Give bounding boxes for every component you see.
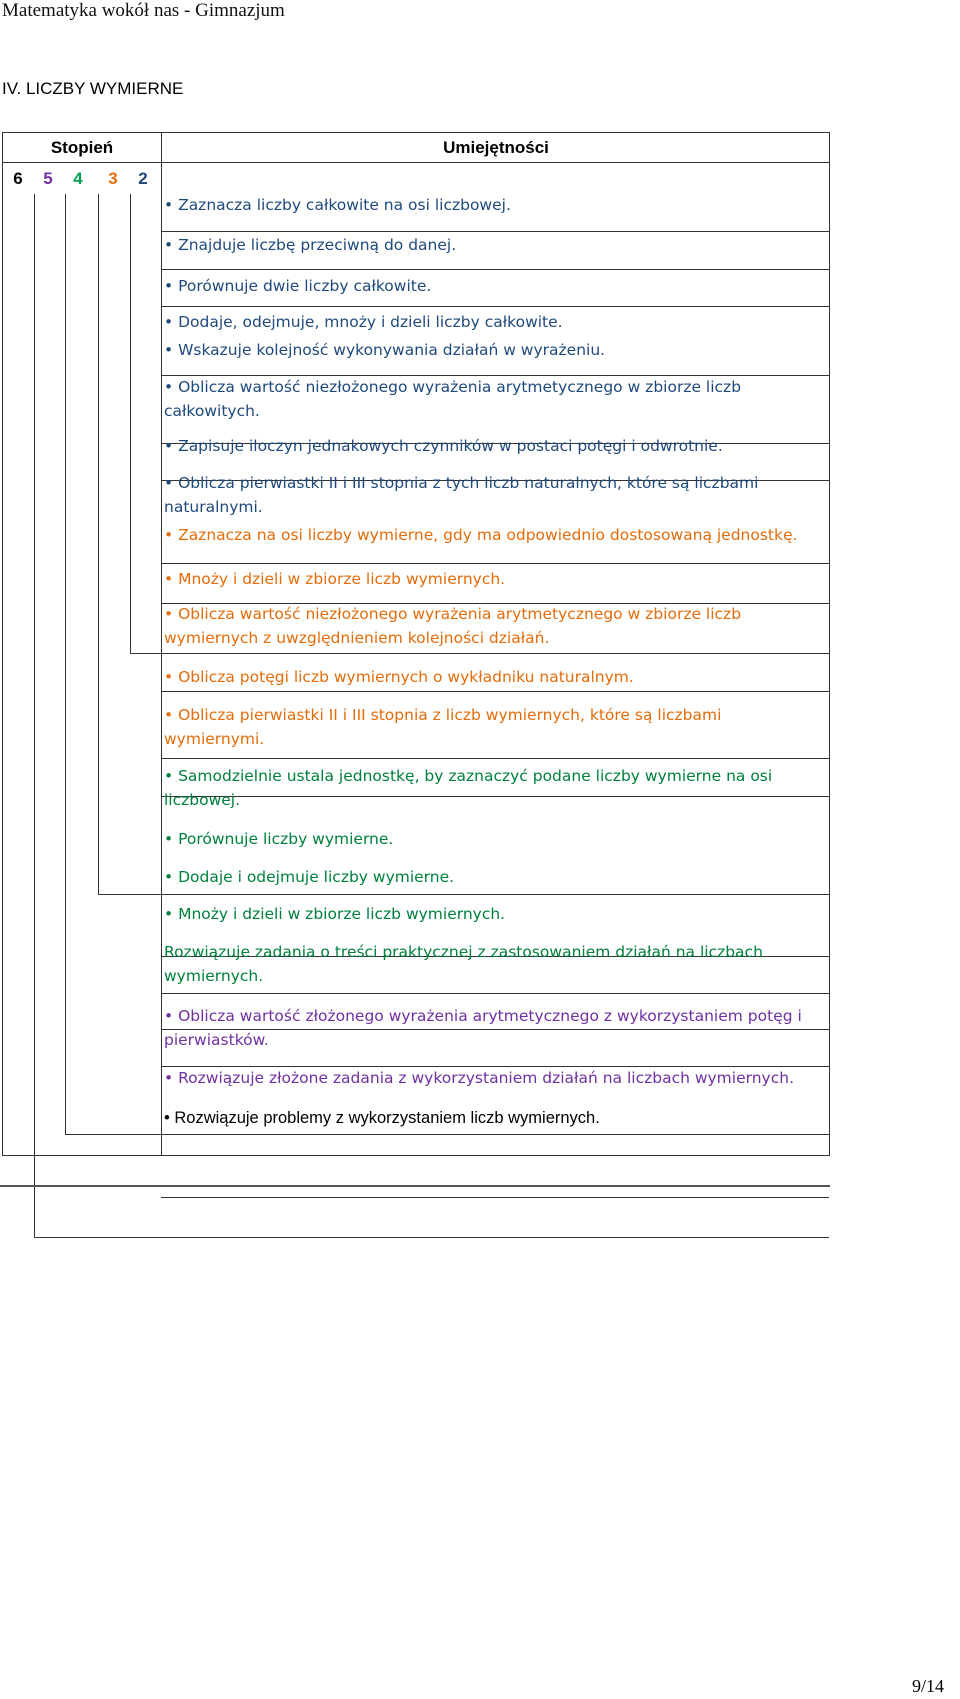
row-sep — [161, 231, 829, 232]
skill-item: • Znajduje liczbę przeciwną do danej. — [164, 236, 457, 254]
row-sep — [161, 691, 829, 692]
row-sep — [161, 1134, 829, 1135]
skill-item: • Oblicza wartość złożonego wyrażenia arytmetycznego z wykorzystaniem potęg i pierwiastków. — [164, 1007, 802, 1049]
grade-4-bracket — [65, 194, 66, 1134]
row-sep — [34, 1237, 829, 1238]
grade-column-header: Stopień — [3, 133, 162, 162]
row-sep — [161, 653, 829, 654]
row-sep — [161, 758, 829, 759]
skill-item: Rozwiązuje zadania o treści praktycznej z zastosowaniem działań na liczbach wymiernych. — [164, 943, 763, 985]
grade-4-label: 4 — [73, 169, 83, 188]
row-sep — [161, 269, 829, 270]
grade-2-bracket-end — [130, 653, 162, 654]
grade-labels-row — [3, 162, 162, 194]
row-sep — [161, 162, 829, 163]
skill-item: • Rozwiązuje problemy z wykorzystaniem liczb wymiernych. — [164, 1109, 600, 1127]
grade-3-bracket-end — [98, 894, 162, 895]
skill-item: • Zaznacza liczby całkowite na osi liczbowej. — [164, 196, 511, 214]
skill-item: • Dodaje i odejmuje liczby wymierne. — [164, 868, 455, 886]
skills-left-border — [161, 162, 162, 1156]
skills-column-header: Umiejętności — [443, 138, 549, 157]
row-sep — [161, 894, 829, 895]
skill-item: • Wskazuje kolejność wykonywania działań w wyrażeniu. — [164, 341, 606, 359]
grade-5-bracket — [34, 194, 35, 1237]
skill-item: • Mnoży i dzieli w zbiorze liczb wymiernych. — [164, 570, 506, 588]
grade-2-label: 2 — [138, 169, 148, 188]
grade-3-label: 3 — [108, 169, 118, 188]
skill-item: • Zaznacza na osi liczby wymierne, gdy ma odpowiednio dostosowaną jednostkę. — [164, 526, 798, 544]
grade-2-bracket — [130, 194, 131, 653]
skill-item: • Dodaje, odejmuje, mnoży i dzieli liczby całkowite. — [164, 313, 563, 331]
skill-item: • Oblicza pierwiastki II i III stopnia z tych liczb naturalnych, które są liczbami naturalnymi. — [164, 474, 759, 516]
document-header: Matematyka wokół nas - Gimnazjum — [2, 0, 285, 21]
row-sep — [161, 1197, 829, 1198]
skill-item: • Oblicza wartość niezłożonego wyrażenia arytmetycznego w zbiorze liczb całkowitych. — [164, 378, 742, 420]
page-number: 9/14 — [912, 1676, 945, 1696]
row-sep — [161, 993, 829, 994]
row-sep — [161, 563, 829, 564]
skill-item: • Rozwiązuje złożone zadania z wykorzystaniem działań na liczbach wymiernych. — [164, 1069, 794, 1087]
section-title: IV. LICZBY WYMIERNE — [2, 79, 184, 98]
skill-item: • Oblicza pierwiastki II i III stopnia z liczb wymiernych, które są liczbami wymiernymi. — [164, 706, 722, 748]
skill-item: • Porównuje liczby wymierne. — [164, 830, 394, 848]
row-sep — [161, 306, 829, 307]
grade-6-label: 6 — [13, 169, 23, 188]
footer-rule — [0, 1185, 830, 1187]
grade-5-label: 5 — [43, 169, 53, 188]
grade-3-bracket — [98, 194, 99, 894]
skill-item: • Zapisuje iloczyn jednakowych czynników w postaci potęgi i odwrotnie. — [164, 437, 723, 455]
skill-item: • Oblicza wartość niezłożonego wyrażenia arytmetycznego w zbiorze liczb wymiernych z uwzględnieniem kolejności działań. — [164, 605, 742, 647]
skill-item: • Porównuje dwie liczby całkowite. — [164, 277, 432, 295]
skill-item: • Samodzielnie ustala jednostkę, by zaznaczyć podane liczby wymierne na osi liczbowej. — [164, 767, 773, 809]
skill-item: • Oblicza potęgi liczb wymiernych o wykładniku naturalnym. — [164, 668, 634, 686]
skill-item: • Mnoży i dzieli w zbiorze liczb wymiernych. — [164, 905, 506, 923]
grade-4-bracket-end — [65, 1134, 162, 1135]
